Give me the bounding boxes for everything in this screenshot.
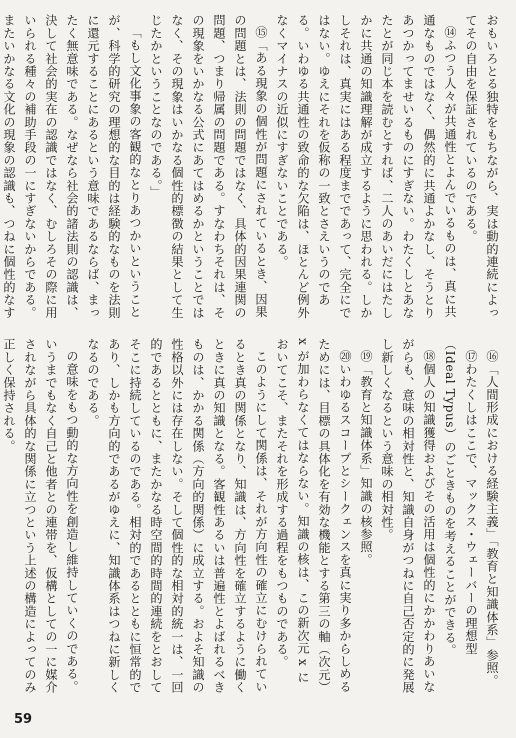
page-number: 59 [14, 712, 33, 727]
note-19: ⑲「教育と知識体系」知識の核参照。 [359, 350, 373, 567]
note-16: ⑯「人間形成における経験主義」「教育と知識体系」参照。 [485, 350, 499, 687]
body-paragraph-1: このようにして関係は、それが方向性の確立にむけられているとき真の関係となり、知識は、方向性を確立するように働くときに真の知識となる。客観性あるいは普遍性とよばれるべきものは、かかる関係（方向的関係）に成立する。およそ知識の性格以外には存在しない。そして個性的な相対的統一は、一回的であるとともに、またかなる時空間的時間的連続をとおしてそこに持続しているのである。相対的であるとともに恒常的であり、しかも方向的であるがゆえに、知識体系はつねに新しくなるのである。 [86, 338, 268, 694]
note-20: ⑳いわゆるスコープとシークェンスを真に実り多からしめるためには、目標の具体化を有効な機能とする第三の軸（次元）x が加わらなくてはならない。知識の核は、この新次元 x においてこそ、またそれを形成する過程をもつものである。 [275, 338, 352, 694]
note-14: ⑭ふつう人々が共通性とよんでいるものは、真に共通なものではなく、偶然的に共通よかなし、そうとりあつかってませいるものにすぎない。わたくしとあなたとが同じ本を読むとすれば、二人のあいだにはたしかに共通の知識理解が成立するように思われる。しかしそれは、真実にはある程度までであって、完全にではない。ゆえにそれを仮称の一致とさえいうのである。いわゆる共通性の致命的な欠陥は、ほとんど例外なくマイナスの近似にすぎないことである。 [275, 14, 457, 319]
upper-text-block [2, 14, 502, 320]
note-15-quote-1: ⑮「ある現象の個性が問題にされているとき、因果の問題とは、法則の問題ではなく、具体的因果連関の問題、つまり帰属の問題である。すなわちそれは、その現象をいかなる公式にあてはめるかということではなく、その現象はいかなる個性的標徴の結果として生じたかということなのである。」 [149, 14, 268, 319]
note-15-quote-2: 「もし文化事象の客観的なとりあつかいということが、科学的研究の理想的な目的は経験的なものを法則に還元することにあるという意味であるならば、まったく無意味である。なぜなら社会的諸法則の認識は、決して社会的実在の認識ではなく、むしろその際に用いられる種々の補助手段の一にすぎないからである。またいかなる文化の現象の認識も、つねに個性的なす [2, 14, 142, 319]
body-paragraph-2: の意味をもつ動的な方向性を創造し維持していくのである。いうまでもなく自己と他者との連帯を、仮構としての一に媒介されながら具体的な関係に立つという上述の構造によってのみ正しく保持される。 [2, 338, 79, 694]
paragraph-continuation: おもいろとる独特をもちながら、実は動的連続によってその自由を保証されているのである。 [464, 14, 499, 319]
note-17: ⑰わたくしはここで、マックス・ウェーバーの理想型（Ideal Typus）のごときものを考えることができる。 [443, 338, 478, 657]
lower-text-block [2, 338, 502, 694]
note-18: ⑱個人の知識獲得およびその活用は個性的にかかわりあいながらも、意味の相対性と、知識自身がつねに自己否定的に発展し新しくなるという意味の相対性。 [380, 338, 436, 694]
section-divider [14, 326, 502, 327]
